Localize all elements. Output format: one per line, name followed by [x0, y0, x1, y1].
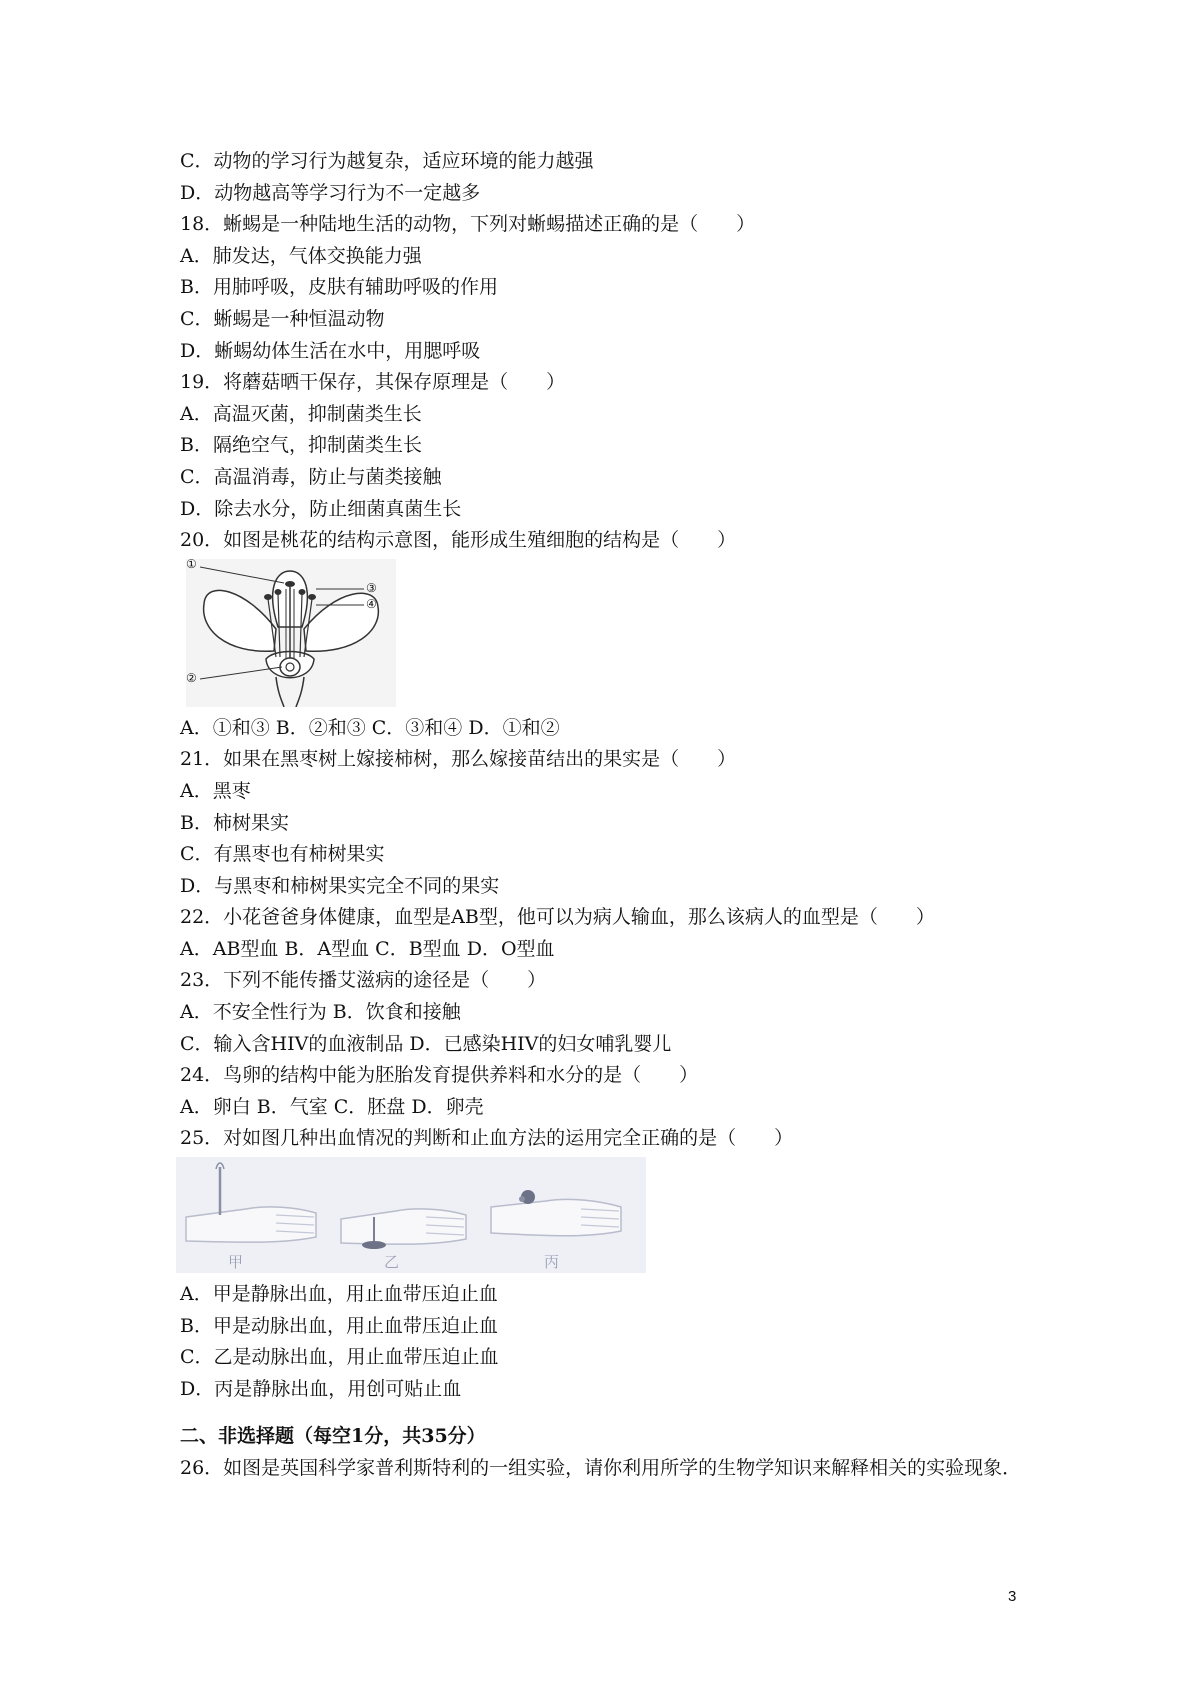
question-21: 21．如果在黑枣树上嫁接柿树，那么嫁接苗结出的果实是（ ） [180, 748, 737, 771]
option-b: B．甲是动脉出血，用止血带压迫止血 [180, 1314, 498, 1337]
figure-label: 丙 [544, 1253, 560, 1272]
section-title: 二、非选择题（每空1分，共35分） [180, 1425, 486, 1448]
text-block-top [180, 146, 1060, 557]
option-a: A．肺发达，气体交换能力强 [180, 244, 422, 267]
question-19: 19．将蘑菇晒干保存，其保存原理是（ ） [180, 371, 566, 394]
option-c: C．乙是动脉出血，用止血带压迫止血 [180, 1346, 499, 1369]
option-b: B．隔绝空气，抑制菌类生长 [180, 434, 422, 457]
question-22: 22．小花爸爸身体健康，血型是AB型，他可以为病人输血，那么该病人的血型是（ ） [180, 906, 935, 929]
figure-label: ① [186, 556, 197, 571]
option-c: C．高温消毒，防止与菌类接触 [180, 465, 442, 488]
option-d: D．除去水分，防止细菌真菌生长 [180, 497, 462, 520]
option-d: D．蜥蜴幼体生活在水中，用腮呼吸 [180, 339, 481, 362]
text-block-mid [180, 713, 1060, 1155]
options-line: C．输入含HIV的血液制品 D．已感染HIV的妇女哺乳婴儿 [180, 1032, 672, 1055]
page-number: 3 [1008, 1588, 1017, 1605]
option-a: A．黑枣 [180, 779, 251, 802]
options-line: A．不安全性行为 B．饮食和接触 [180, 1001, 461, 1024]
option-c: C．蜥蜴是一种恒温动物 [180, 307, 385, 330]
question-25: 25．对如图几种出血情况的判断和止血方法的运用完全正确的是（ ） [180, 1127, 794, 1150]
option-c: C．有黑枣也有柿树果实 [180, 843, 385, 866]
figure-label: 甲 [228, 1253, 244, 1272]
question-23: 23．下列不能传播艾滋病的途径是（ ） [180, 969, 547, 992]
peach-flower-drawing [186, 556, 396, 707]
option-b: B．用肺呼吸，皮肤有辅助呼吸的作用 [180, 276, 498, 299]
figure-label: ③ [366, 580, 377, 595]
bleeding-drawing [176, 1157, 646, 1273]
figure-label: ② [186, 670, 197, 685]
option-d: D．与黑枣和柿树果实完全不同的果实 [180, 874, 500, 897]
figure-label: ④ [366, 596, 377, 611]
text-block-bottom [180, 1279, 1060, 1405]
option-b: B．柿树果实 [180, 811, 289, 834]
options-line: A．①和③ B．②和③ C．③和④ D．①和② [180, 716, 560, 739]
peach-flower-figure [186, 556, 396, 707]
option-a: A．甲是静脉出血，用止血带压迫止血 [180, 1283, 498, 1306]
options-line: A．AB型血 B．A型血 C．B型血 D．O型血 [180, 937, 555, 960]
options-line: A．卵白 B．气室 C．胚盘 D．卵壳 [180, 1095, 484, 1118]
question-24: 24．鸟卵的结构中能为胚胎发育提供养料和水分的是（ ） [180, 1064, 699, 1087]
option-a: A．高温灭菌，抑制菌类生长 [180, 402, 422, 425]
figure-label: 乙 [384, 1253, 400, 1272]
page-content [180, 146, 1060, 1485]
text-line: D．动物越高等学习行为不一定越多 [180, 181, 481, 204]
option-d: D．丙是静脉出血，用创可贴止血 [180, 1377, 462, 1400]
question-20: 20．如图是桃花的结构示意图，能形成生殖细胞的结构是（ ） [180, 529, 737, 552]
question-18: 18．蜥蜴是一种陆地生活的动物，下列对蜥蜴描述正确的是（ ） [180, 213, 756, 236]
bleeding-figure [176, 1157, 646, 1273]
question-26: 26．如图是英国科学家普利斯特利的一组实验，请你利用所学的生物学知识来解释相关的实验现象． [180, 1457, 1022, 1479]
text-line: C．动物的学习行为越复杂，适应环境的能力越强 [180, 150, 594, 172]
